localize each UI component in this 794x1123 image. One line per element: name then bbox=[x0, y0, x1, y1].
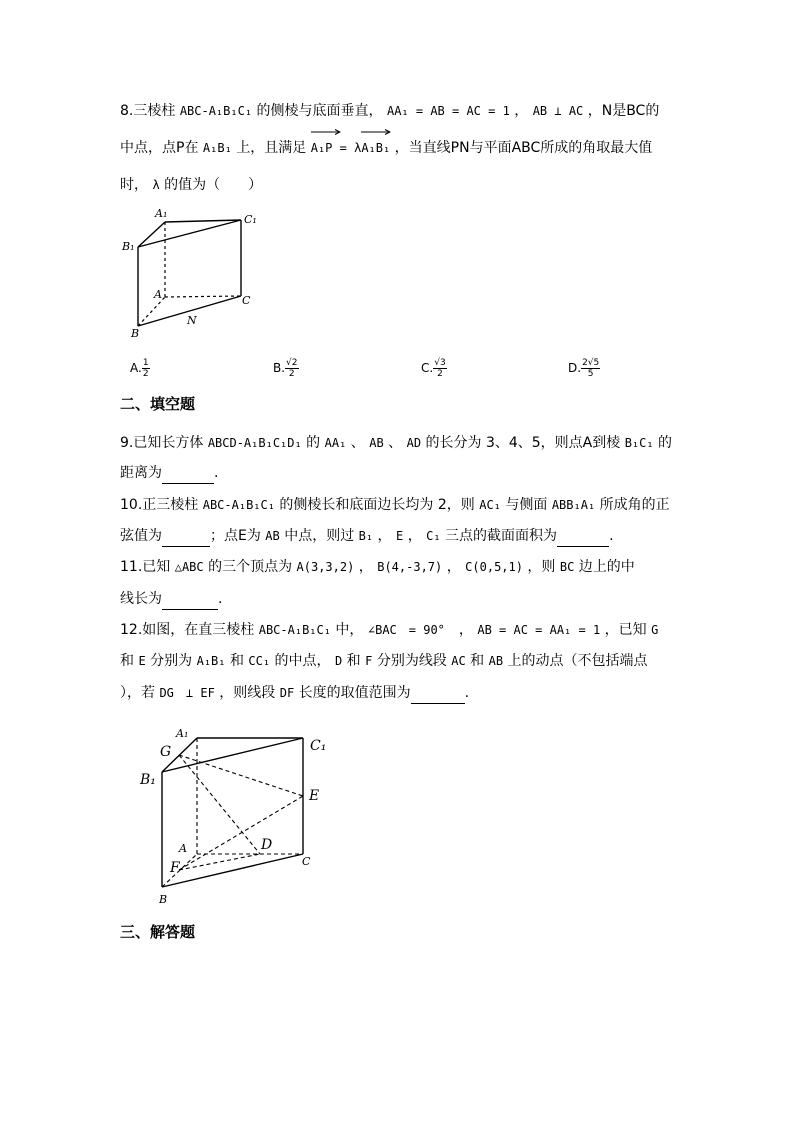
q12-text: 的中点， bbox=[270, 653, 335, 669]
option-d[interactable] bbox=[568, 358, 600, 379]
fraction-numerator: √2 bbox=[286, 358, 298, 368]
math-edge: AD bbox=[406, 436, 422, 450]
q11-line2 bbox=[120, 589, 222, 610]
q12-text: 和 bbox=[120, 653, 139, 669]
answer-blank[interactable] bbox=[162, 463, 214, 484]
period: . bbox=[609, 528, 614, 544]
q8-text: ，当直线PN与平面ABC所成的角取最大值 bbox=[390, 140, 653, 156]
separator: ， bbox=[354, 559, 378, 575]
math-equals: = bbox=[332, 141, 355, 155]
option-fraction bbox=[581, 358, 600, 379]
math-point: C₁ bbox=[426, 529, 441, 543]
q10-text: 与侧面 bbox=[500, 497, 552, 513]
option-fraction bbox=[142, 358, 150, 379]
option-letter: D. bbox=[568, 361, 582, 375]
math-segment: AC₁ bbox=[479, 498, 501, 512]
q8-line3 bbox=[120, 175, 262, 195]
math-point: D bbox=[335, 654, 343, 668]
q12-text: 中， bbox=[330, 622, 368, 638]
math-point: F bbox=[365, 654, 373, 668]
vector-a1p bbox=[311, 138, 333, 158]
math-point-coords: C(0,5,1) bbox=[465, 560, 523, 574]
q9-text: 9.已知长方体 bbox=[120, 435, 208, 451]
q12-text: 和 bbox=[465, 653, 489, 669]
label-C1: C₁ bbox=[310, 738, 327, 754]
math-point-coords: B(4,-3,7) bbox=[377, 560, 443, 574]
q12-text: ，则线段 bbox=[214, 685, 280, 701]
period: . bbox=[218, 591, 223, 607]
fraction-denominator: 2 bbox=[288, 369, 295, 379]
math-segment: AB bbox=[265, 529, 280, 543]
answer-blank[interactable] bbox=[162, 589, 218, 610]
separator: ， bbox=[403, 528, 427, 544]
label-A1: A₁ bbox=[176, 727, 189, 740]
label-A: A bbox=[179, 842, 187, 855]
label-A1: A₁ bbox=[155, 207, 168, 220]
math-face: ABB₁A₁ bbox=[551, 498, 596, 512]
option-letter: B. bbox=[273, 361, 286, 375]
option-a[interactable] bbox=[130, 358, 150, 379]
math-edge: AB bbox=[369, 436, 384, 450]
math-segment: AB bbox=[488, 654, 504, 668]
q9-text: 的长分为 3、4、5，则点A到棱 bbox=[421, 435, 625, 451]
q8-text: 上，且满足 bbox=[231, 140, 311, 156]
separator: ， bbox=[442, 559, 466, 575]
math-perpendicular: AB ⊥ AC bbox=[532, 104, 584, 118]
q8-text: ，N是BC的 bbox=[583, 103, 660, 119]
math-triangle: △ABC bbox=[174, 560, 204, 574]
segment-ge bbox=[179, 755, 303, 796]
q12-text: ， bbox=[444, 622, 478, 638]
answer-blank[interactable] bbox=[162, 526, 210, 547]
math-lambda: λ bbox=[152, 178, 160, 192]
q10-line2 bbox=[120, 526, 614, 547]
q11-line1 bbox=[120, 557, 635, 577]
label-B: B bbox=[159, 893, 168, 906]
label-B: B bbox=[131, 327, 140, 340]
q10-text: 的侧棱长和底面边长均为 2，则 bbox=[274, 497, 480, 513]
fraction-numerator: √3 bbox=[434, 358, 446, 368]
math-point: B₁ bbox=[358, 529, 374, 543]
q11-text: 线长为 bbox=[120, 591, 162, 607]
fraction-denominator: 5 bbox=[587, 369, 594, 379]
label-G: G bbox=[160, 744, 172, 760]
label-B1: B₁ bbox=[122, 240, 135, 253]
math-segment: CC₁ bbox=[248, 654, 271, 668]
vector-a1b1 bbox=[361, 138, 390, 158]
figure-prism-1 bbox=[118, 200, 268, 342]
section-heading-solutions: 三、解答题 bbox=[120, 923, 196, 941]
q12-text: 上的动点（不包括端点 bbox=[503, 653, 648, 669]
math-segment: DF bbox=[279, 686, 295, 700]
fraction-numerator: 1 bbox=[142, 358, 149, 368]
period: . bbox=[214, 465, 219, 481]
option-letter: C. bbox=[421, 361, 434, 375]
vector-label: A₁B₁ bbox=[361, 141, 391, 155]
edge-bc bbox=[162, 854, 303, 887]
option-fraction bbox=[285, 358, 298, 379]
label-C1: C₁ bbox=[244, 213, 257, 226]
vector-label: A₁P bbox=[310, 141, 333, 155]
q10-line1 bbox=[120, 495, 670, 515]
q10-text: 所成角的正 bbox=[595, 497, 670, 513]
math-segment: A₁B₁ bbox=[196, 654, 226, 668]
section-heading-fill-in: 二、填空题 bbox=[120, 395, 196, 413]
q9-text: 距离为 bbox=[120, 465, 162, 481]
segment-gd bbox=[179, 755, 260, 854]
q12-text: 分别为 bbox=[145, 653, 197, 669]
math-segment: BC bbox=[559, 560, 575, 574]
q8-text: 时， bbox=[120, 177, 153, 193]
math-perpendicular: DG ⊥ EF bbox=[159, 686, 215, 700]
q8-text: ， bbox=[509, 103, 533, 119]
math-point: E bbox=[138, 654, 146, 668]
math-segment: AC bbox=[451, 654, 466, 668]
label-D: D bbox=[261, 837, 273, 853]
math-equation: AB = AC = AA₁ = 1 bbox=[477, 623, 601, 637]
q12-text: 12.如图，在直三棱柱 bbox=[120, 622, 259, 638]
separator: 、 bbox=[383, 435, 407, 451]
answer-blank[interactable] bbox=[411, 683, 465, 704]
label-F: F bbox=[170, 860, 180, 876]
math-point-coords: A(3,3,2) bbox=[296, 560, 355, 574]
option-b[interactable] bbox=[273, 358, 299, 379]
q12-text: 长度的取值范围为 bbox=[294, 685, 411, 701]
fraction-denominator: 2 bbox=[142, 369, 149, 379]
math-prism: ABC-A₁B₁C₁ bbox=[202, 498, 275, 512]
q10-text: 中点，则过 bbox=[279, 528, 359, 544]
q12-text: 分别为线段 bbox=[372, 653, 452, 669]
q12-line3 bbox=[120, 683, 469, 704]
q9-text: 的 bbox=[653, 435, 673, 451]
edge-a1c1 bbox=[165, 220, 241, 222]
q12-line2 bbox=[120, 651, 648, 671]
option-fraction bbox=[433, 358, 446, 379]
math-equation: AA₁ = AB = AC = 1 bbox=[386, 104, 510, 118]
math-point: G bbox=[651, 623, 659, 637]
math-prism: ABC-A₁B₁C₁ bbox=[179, 104, 253, 118]
q12-text: 和 bbox=[342, 653, 366, 669]
q9-text: 的 bbox=[301, 435, 325, 451]
label-B1: B₁ bbox=[140, 772, 156, 788]
fraction-numerator: 2√5 bbox=[582, 358, 600, 368]
q9-line1 bbox=[120, 433, 672, 453]
separator: 、 bbox=[346, 435, 370, 451]
math-lambda: λ bbox=[354, 141, 362, 155]
label-C: C bbox=[242, 294, 251, 307]
q8-text: 8.三棱柱 bbox=[120, 103, 180, 119]
math-point: E bbox=[396, 529, 404, 543]
q11-text: 边上的中 bbox=[574, 559, 635, 575]
math-prism: ABC-A₁B₁C₁ bbox=[258, 623, 331, 637]
q8-line1 bbox=[120, 101, 659, 121]
q10-text: ；点E为 bbox=[210, 528, 266, 544]
edge-b1c1 bbox=[162, 738, 303, 772]
answer-blank[interactable] bbox=[557, 526, 609, 547]
fraction-denominator: 2 bbox=[437, 369, 443, 379]
vector-arrow-icon bbox=[361, 129, 391, 135]
option-c[interactable] bbox=[421, 358, 447, 379]
figure-prism-2 bbox=[130, 722, 340, 910]
q11-text: 11.已知 bbox=[120, 559, 175, 575]
q8-text: 的侧棱与底面垂直， bbox=[252, 103, 387, 119]
q12-text: 和 bbox=[225, 653, 249, 669]
math-segment: A₁B₁ bbox=[202, 141, 232, 155]
vector-arrow-icon bbox=[311, 129, 341, 135]
q12-line1 bbox=[120, 620, 658, 640]
label-E: E bbox=[309, 788, 320, 804]
math-edge: B₁C₁ bbox=[624, 436, 654, 450]
q11-text: 的三个顶点为 bbox=[203, 559, 297, 575]
math-edge: AA₁ bbox=[324, 436, 347, 450]
separator: ， bbox=[373, 528, 397, 544]
label-N: N bbox=[187, 314, 197, 327]
edge-ac-hidden bbox=[165, 296, 241, 297]
q10-text: 10.正三棱柱 bbox=[120, 497, 203, 513]
math-solid: ABCD-A₁B₁C₁D₁ bbox=[207, 436, 302, 450]
q8-text: 的值为（ ） bbox=[159, 177, 263, 193]
option-letter: A. bbox=[130, 361, 142, 375]
q8-line2 bbox=[120, 138, 652, 158]
q12-text: ），若 bbox=[120, 685, 160, 701]
q12-text: ，已知 bbox=[600, 622, 652, 638]
period: . bbox=[464, 685, 470, 701]
q9-line2 bbox=[120, 463, 218, 484]
label-C: C bbox=[302, 855, 311, 868]
q10-text: 弦值为 bbox=[120, 528, 162, 544]
q10-text: 三点的截面面积为 bbox=[440, 528, 558, 544]
label-A: A bbox=[154, 288, 162, 301]
q8-text: 中点，点P在 bbox=[120, 140, 203, 156]
q11-text: ，则 bbox=[522, 559, 560, 575]
math-angle: ∠BAC = 90° bbox=[367, 623, 445, 637]
